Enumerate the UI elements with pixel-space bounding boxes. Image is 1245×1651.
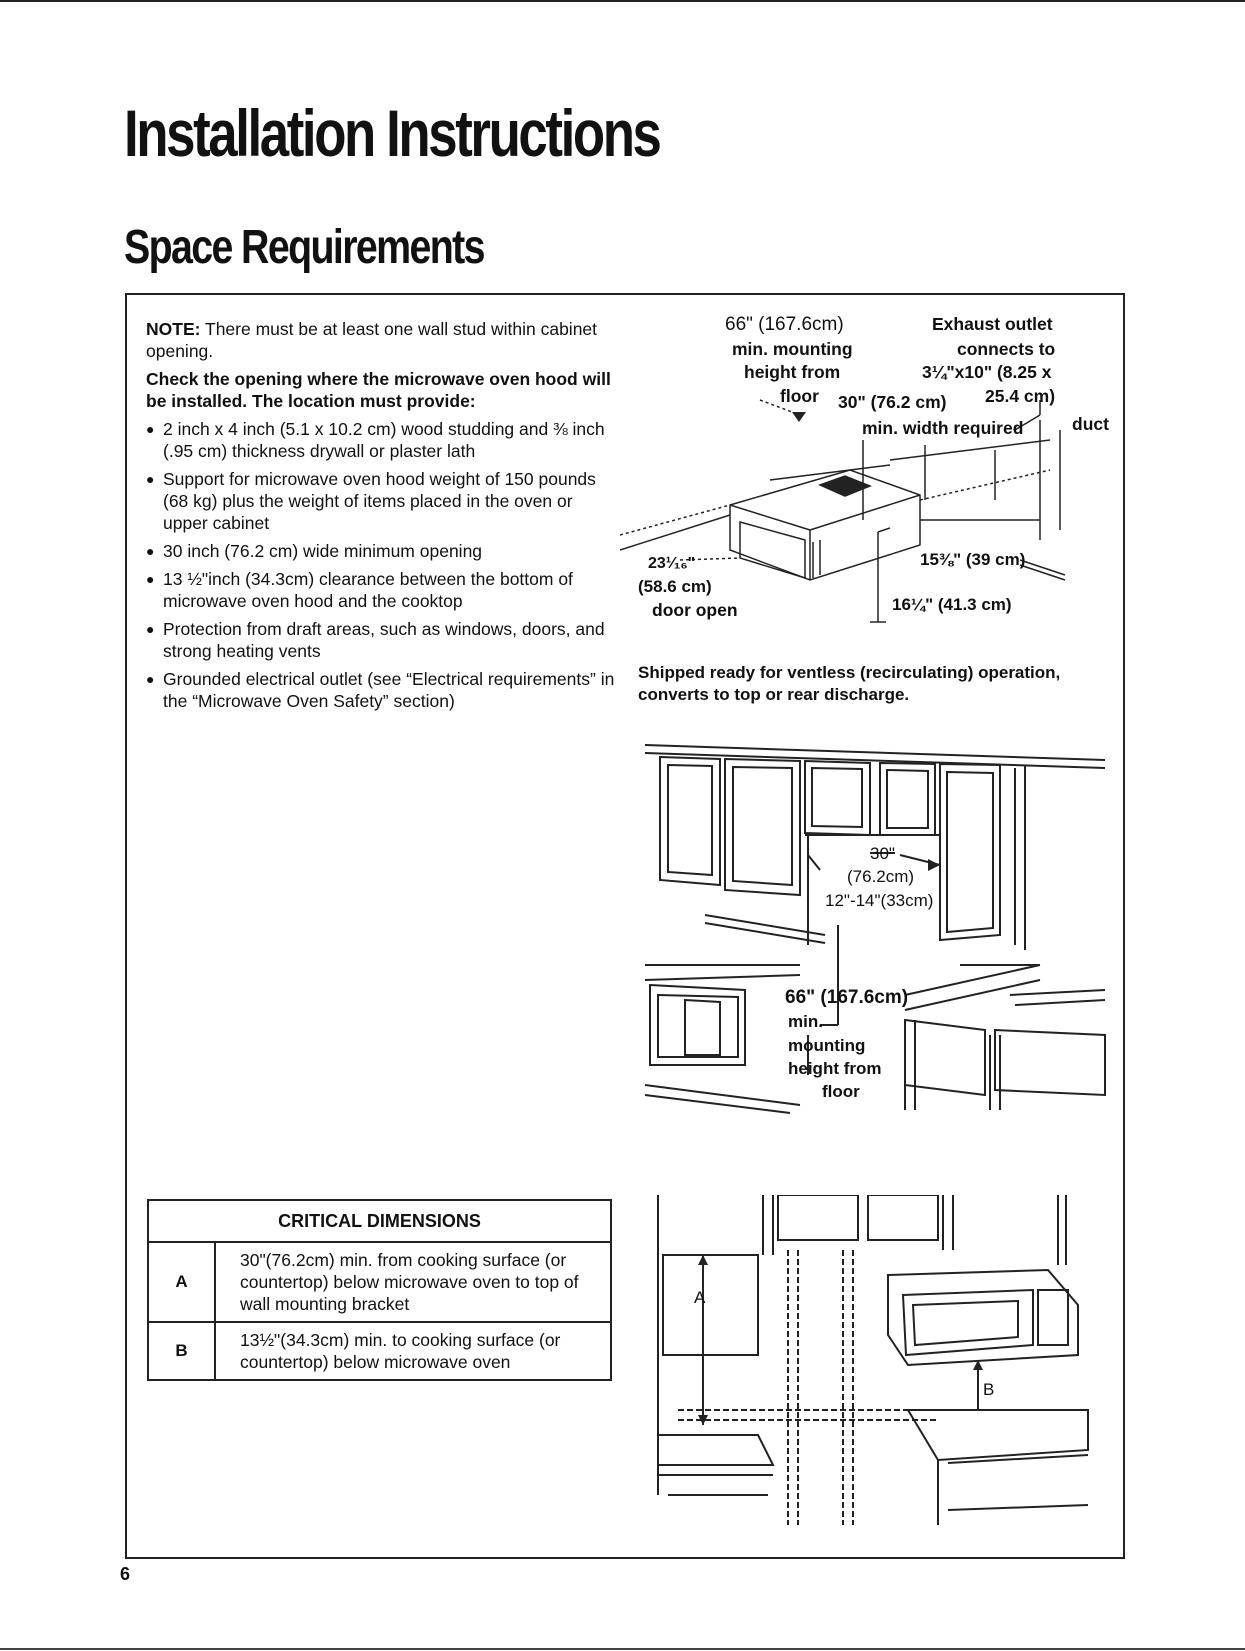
- mount-height-line: floor: [780, 386, 819, 406]
- mount-height-line: min.: [788, 1012, 823, 1031]
- width-line: 30" (76.2 cm): [838, 392, 947, 412]
- diagram-caption: Shipped ready for ventless (recirculating) operation, converts to top or rear discharge.: [638, 663, 1061, 704]
- depth-label: 15⅜" (39 cm): [920, 550, 1026, 569]
- table-row: [148, 1322, 611, 1380]
- list-item: ● 30 inch (76.2 cm) wide minimum opening: [146, 540, 616, 562]
- requirements-section: [146, 318, 616, 718]
- list-item: ● 2 inch x 4 inch (5.1 x 10.2 cm) wood studding and ⅜ inch (.95 cm) thickness drywall or plaster lath: [146, 418, 616, 462]
- requirements-list: [146, 418, 616, 712]
- exhaust-line: 3¼"x10" (8.25 x: [922, 362, 1052, 382]
- table-row: [148, 1242, 611, 1322]
- dimension-letter: B: [148, 1322, 215, 1380]
- table-heading: CRITICAL DIMENSIONS: [148, 1200, 611, 1242]
- mount-height-line: mounting: [788, 1036, 866, 1055]
- dimension-letter: A: [148, 1242, 215, 1322]
- dimension-text: 30"(76.2cm) min. from cooking surface (or countertop) below microwave oven to top of wall mounting bracket: [215, 1242, 611, 1322]
- exhaust-line: 25.4 cm): [985, 386, 1056, 406]
- top-rule: [0, 0, 1245, 2]
- exhaust-line: duct: [1072, 414, 1109, 434]
- mount-height-line: height from: [788, 1059, 882, 1078]
- check-text: Check the opening where the microwave oven hood will be installed. The location must provide:: [146, 369, 611, 411]
- mount-height-line: height from: [744, 362, 841, 382]
- mount-height-line: 66" (167.6cm): [725, 314, 844, 335]
- page-title: Installation Instructions: [124, 96, 660, 170]
- list-item: ● Grounded electrical outlet (see “Electrical requirements” in the “Microwave Oven Safety” section): [146, 668, 616, 712]
- exhaust-line: connects to: [957, 339, 1056, 359]
- width-line: (76.2cm): [847, 867, 915, 886]
- mount-height-line: min. mounting: [732, 339, 853, 359]
- door-open-line: door open: [652, 600, 738, 620]
- dimension-text: 13½"(34.3cm) min. to cooking surface (or countertop) below microwave oven: [215, 1322, 611, 1380]
- list-item: ● 13 ½"inch (34.3cm) clearance between the bottom of microwave oven hood and the cooktop: [146, 568, 616, 612]
- note: [146, 318, 616, 362]
- list-item: ● Protection from draft areas, such as windows, doors, and strong heating vents: [146, 618, 616, 662]
- critical-dimensions-table: [147, 1199, 612, 1381]
- gap-label: 12"-14"(33cm): [825, 891, 934, 910]
- mount-height-line: 66" (167.6cm): [785, 987, 909, 1008]
- mount-height-line: floor: [822, 1082, 860, 1101]
- installed-microwave-diagram: [648, 1195, 1098, 1525]
- door-open-line: 23¹⁄₁₆": [648, 555, 696, 572]
- height-label: 16¼" (41.3 cm): [892, 595, 1012, 614]
- bottom-rule: [0, 1648, 1245, 1650]
- width-line: min. width required: [862, 418, 1024, 438]
- kitchen-cabinet-diagram: [640, 735, 1110, 1145]
- microwave-dimensions-diagram: [620, 300, 1120, 635]
- label-b: B: [983, 1380, 995, 1399]
- section-title: Space Requirements: [124, 221, 484, 274]
- exhaust-line: Exhaust outlet: [932, 314, 1053, 334]
- list-item: ● Support for microwave oven hood weight of 150 pounds (68 kg) plus the weight of items placed in the oven or upper cabinet: [146, 468, 616, 534]
- note-text: There must be at least one wall stud within cabinet opening.: [146, 319, 598, 361]
- door-open-line: (58.6 cm): [638, 577, 712, 596]
- note-label: NOTE:: [146, 319, 201, 339]
- width-line: 30": [870, 844, 895, 863]
- label-a: A: [694, 1288, 706, 1307]
- page-number: 6: [120, 1564, 131, 1584]
